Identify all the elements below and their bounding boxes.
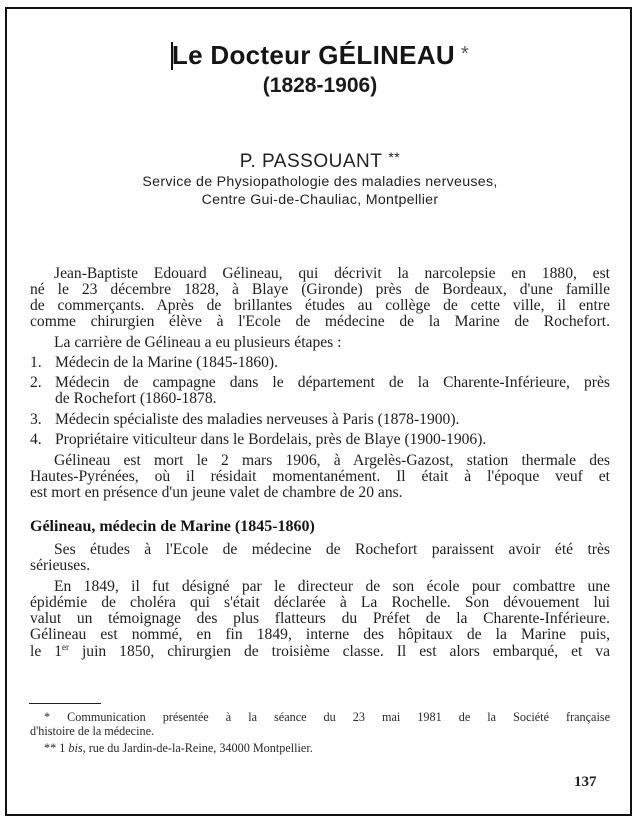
section-heading: Gélineau, médecin de Marine (1845-1860)	[30, 518, 315, 535]
page-number: 137	[574, 774, 597, 790]
body-line: Jean-Baptiste Edouard Gélineau, qui décrivit la narcolepsie en 1880, est	[54, 265, 610, 282]
author-footnote-marker: **	[388, 149, 401, 165]
body-line: est mort en présence d'un jeune valet de chambre de 20 ans.	[30, 484, 403, 501]
footnote-text: ** 1	[44, 741, 69, 755]
body-line: Gélineau est nommé, en fin 1849, interne des hôpitaux de la Marine puis,	[30, 626, 610, 643]
footnote-line	[44, 741, 610, 756]
body-line: comme chirurgien élève à l'Ecole de médecine de la Marine de Rochefort.	[30, 313, 610, 330]
body-line: sérieuses.	[30, 557, 91, 574]
body-line: Gélineau est mort le 2 mars 1906, à Argelès-Gazost, station thermale des	[54, 452, 610, 469]
list-number: 1.	[30, 354, 42, 371]
body-line: épidémie de choléra qui s'était déclarée à La Rochelle. Son dévouement lui	[30, 594, 610, 611]
list-item: de Rochefort (1860-1878.	[55, 390, 217, 407]
footnote-line: d'histoire de la médecine.	[30, 724, 155, 738]
superscript: er	[62, 642, 70, 652]
article-title	[0, 40, 640, 71]
body-line	[30, 642, 610, 661]
body-line: En 1849, il fut désigné par le directeur de son école pour combattre une	[54, 578, 610, 595]
body-line: La carrière de Gélineau a eu plusieurs étapes :	[54, 334, 342, 351]
list-item: Propriétaire viticulteur dans le Bordelais, près de Blaye (1900-1906).	[55, 431, 487, 448]
list-number: 4.	[30, 431, 42, 448]
footnote-italic: bis,	[68, 741, 86, 755]
body-line: né le 23 décembre 1828, à Blaye (Gironde) près de Bordeaux, d'une famille	[30, 281, 610, 298]
list-number: 2.	[30, 374, 42, 391]
author-name	[0, 149, 640, 173]
list-item: Médecin spécialiste des maladies nerveuses à Paris (1878-1900).	[55, 411, 460, 428]
affiliation-line: Centre Gui-de-Chauliac, Montpellier	[201, 192, 439, 208]
list-number: 3.	[30, 411, 42, 428]
footnote-text: rue du Jardin-de-la-Reine, 34000 Montpellier.	[85, 741, 313, 755]
body-line: Hautes-Pyrénées, où il résidait momentanément. Il était à l'époque veuf et	[30, 468, 610, 485]
article-years: (1828-1906)	[262, 74, 378, 97]
affiliation-line: Service de Physiopathologie des maladies nerveuses,	[142, 174, 498, 190]
body-line: de commerçants. Après de brillantes études au collège de cette ville, il entre	[30, 297, 610, 314]
author-text: P. PASSOUANT	[239, 151, 383, 172]
list-item: Médecin de campagne dans le département de la Charente-Inférieure, près	[55, 374, 610, 391]
line-text: juin 1850, chirurgien de troisième classe. Il est alors embarqué, et va	[69, 643, 611, 661]
footnote-line: * Communication présentée à la séance du 23 mai 1981 de la Société française	[44, 710, 610, 724]
line-text: le 1	[30, 643, 63, 661]
body-line: valut un témoignage des plus flatteurs du Préfet de la Charente-Inférieure.	[30, 610, 610, 627]
title-footnote-marker: *	[460, 43, 470, 65]
body-line: Ses études à l'Ecole de médecine de Rochefort paraissent avoir été très	[54, 541, 610, 558]
footnote-rule	[29, 703, 101, 704]
list-item: Médecin de la Marine (1845-1860).	[55, 354, 279, 371]
title-text: Le Docteur GÉLINEAU	[171, 40, 455, 70]
